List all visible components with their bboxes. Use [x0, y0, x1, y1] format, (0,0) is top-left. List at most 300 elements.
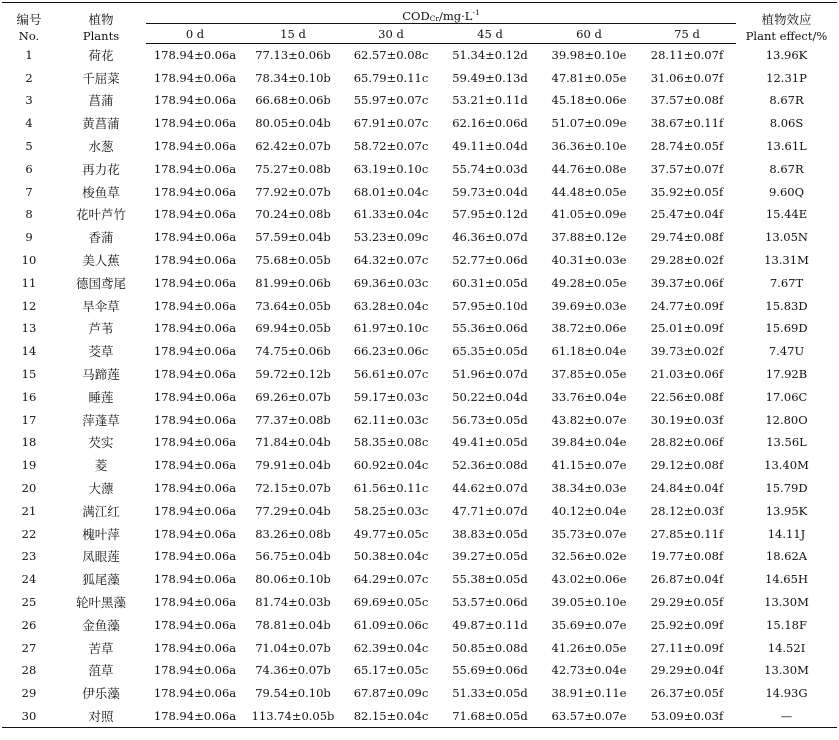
table-row	[2, 135, 837, 158]
cod-day-0: 178.94±0.06a	[153, 298, 237, 313]
cod-day-75: 21.03±0.06f	[650, 367, 724, 382]
cod-day-30: 61.33±0.04c	[353, 207, 429, 222]
row-number: 9	[25, 230, 33, 245]
table-row	[2, 294, 837, 317]
table-row	[2, 180, 837, 203]
cod-day-45: 46.36±0.07d	[452, 230, 528, 245]
row-number: 28	[21, 663, 37, 678]
cod-day-0: 178.94±0.06a	[153, 389, 237, 404]
plant-effect: 8.67R	[769, 161, 804, 176]
cod-day-0: 178.94±0.06a	[153, 139, 237, 154]
cod-day-75: 25.01±0.09f	[650, 321, 724, 336]
cod-day-15: 78.81±0.04b	[255, 617, 331, 632]
cod-day-60: 38.34±0.03e	[551, 481, 627, 496]
number-header-en: No.	[18, 28, 40, 43]
table-row	[2, 636, 837, 659]
table-row	[2, 454, 837, 477]
cod-day-75: 24.84±0.04f	[650, 481, 724, 496]
cod-day-15: 81.99±0.06b	[255, 275, 331, 290]
plant-effect: 13.30M	[764, 595, 809, 610]
cod-day-75: 27.11±0.09f	[650, 640, 724, 655]
cod-day-75: 29.74±0.08f	[650, 230, 724, 245]
cod-day-75: 38.67±0.11f	[650, 116, 724, 131]
cod-day-15: 80.06±0.10b	[255, 572, 331, 587]
cod-day-75: 30.19±0.03f	[650, 412, 724, 427]
cod-day-0: 178.94±0.06a	[153, 230, 237, 245]
cod-day-15: 73.64±0.05b	[255, 298, 331, 313]
cod-day-15: 71.04±0.07b	[255, 640, 331, 655]
table-row	[2, 44, 837, 67]
table-row	[2, 591, 837, 614]
cod-day-15: 75.27±0.08b	[255, 161, 331, 176]
plant-name: 花叶芦竹	[75, 207, 126, 223]
cod-day-45: 55.38±0.05d	[452, 572, 528, 587]
cod-day-0: 178.94±0.06a	[153, 503, 237, 518]
cod-day-15: 74.36±0.07b	[255, 663, 331, 678]
cod-day-45: 50.22±0.04d	[452, 389, 528, 404]
cod-day-75: 28.12±0.03f	[650, 503, 724, 518]
plant-name: 苦草	[88, 640, 114, 656]
row-number: 23	[21, 549, 37, 564]
cod-day-0: 178.94±0.06a	[153, 458, 237, 473]
cod-day-45: 49.87±0.11d	[452, 617, 528, 632]
cod-day-15: 69.26±0.07b	[255, 389, 331, 404]
table-row	[2, 477, 837, 500]
effect-header-cn: 植物效应	[761, 11, 812, 27]
cod-day-60: 40.31±0.03e	[551, 253, 627, 268]
plant-effect: 14.93G	[765, 686, 808, 701]
cod-day-15: 79.54±0.10b	[255, 686, 331, 701]
plant-effect: 14.11J	[767, 526, 806, 541]
plant-effect: —	[736, 705, 837, 728]
cod-day-75: 39.73±0.02f	[650, 344, 724, 359]
cod-day-45: 57.95±0.12d	[452, 207, 528, 222]
cod-day-45: 62.16±0.06d	[452, 116, 528, 131]
cod-day-45: 55.69±0.06d	[452, 663, 528, 678]
cod-day-0: 178.94±0.06a	[153, 526, 237, 541]
cod-day-30: 65.17±0.05c	[353, 663, 429, 678]
plant-header-cn: 植物	[88, 11, 114, 27]
cod-day-60: 38.91±0.11e	[551, 686, 627, 701]
table-row	[2, 431, 837, 454]
cod-day-60: 38.72±0.06e	[551, 321, 627, 336]
plant-name: 茭草	[88, 344, 114, 360]
table-row	[2, 705, 837, 728]
row-number: 4	[25, 116, 33, 131]
cod-day-0: 178.94±0.06a	[153, 367, 237, 382]
row-number: 17	[21, 412, 37, 427]
effect-header-en: Plant effect/%	[745, 28, 828, 43]
cod-day-30: 67.87±0.09c	[353, 686, 429, 701]
cod-day-30: 66.23±0.06c	[353, 344, 429, 359]
cod-day-0: 178.94±0.06a	[153, 663, 237, 678]
cod-day-0: 178.94±0.06a	[153, 481, 237, 496]
row-number: 29	[21, 686, 37, 701]
cod-day-30: 65.79±0.11c	[353, 70, 429, 85]
cod-day-0: 178.94±0.06a	[153, 253, 237, 268]
cod-day-0: 178.94±0.06a	[153, 572, 237, 587]
plant-effect: 7.47U	[768, 344, 805, 359]
cod-day-45: 39.27±0.05d	[452, 549, 528, 564]
plant-name: 再力花	[82, 161, 120, 177]
cod-day-15: 59.72±0.12b	[255, 367, 331, 382]
cod-day-45: 53.57±0.06d	[452, 595, 528, 610]
cod-day-0: 178.94±0.06a	[153, 549, 237, 564]
cod-day-45: 55.36±0.06d	[452, 321, 528, 336]
row-number: 3	[25, 93, 33, 108]
number-header-cn: 编号	[16, 11, 42, 27]
plant-effect: 7.67T	[769, 275, 804, 290]
table-body	[2, 44, 837, 728]
cod-day-60: 44.48±0.05e	[551, 184, 627, 199]
cod-day-15: 69.94±0.05b	[255, 321, 331, 336]
cod-day-60: 44.76±0.08e	[551, 161, 627, 176]
day-header: 45 d	[440, 24, 540, 44]
table-row	[2, 89, 837, 112]
cod-day-30: 68.01±0.04c	[353, 184, 429, 199]
cod-day-0: 178.94±0.06a	[153, 686, 237, 701]
cod-day-15: 79.91±0.04b	[255, 458, 331, 473]
row-number: 16	[21, 389, 37, 404]
plant-effect: 17.06C	[765, 389, 808, 404]
cod-day-30: 53.23±0.09c	[353, 230, 429, 245]
plant-name: 菖蒲	[88, 93, 114, 109]
plant-name: 轮叶黑藻	[75, 595, 126, 611]
cod-subscript: Cr	[429, 14, 440, 23]
row-number: 25	[21, 595, 37, 610]
row-number: 8	[25, 207, 33, 222]
cod-day-15: 71.84±0.04b	[255, 435, 331, 450]
cod-day-60: 39.05±0.10e	[551, 595, 627, 610]
cod-superscript: -1	[472, 8, 480, 17]
cod-day-75: 25.47±0.04f	[650, 207, 724, 222]
plant-name: 马蹄莲	[82, 367, 120, 383]
cod-day-45: 60.31±0.05d	[452, 275, 528, 290]
cod-day-30: 50.38±0.04c	[353, 549, 429, 564]
cod-day-15: 56.75±0.04b	[255, 549, 331, 564]
cod-day-30: 62.39±0.04c	[353, 640, 429, 655]
table-row	[2, 613, 837, 636]
cod-day-75: 37.57±0.08f	[650, 93, 724, 108]
row-number: 18	[21, 435, 37, 450]
table-row	[2, 659, 837, 682]
cod-day-30: 69.69±0.05c	[353, 595, 429, 610]
cod-day-60: 40.12±0.04e	[551, 503, 627, 518]
plant-name: 芡实	[88, 435, 114, 451]
cod-day-75: 28.74±0.05f	[650, 139, 724, 154]
plant-effect: 15.69D	[765, 321, 808, 336]
cod-day-75: 29.29±0.05f	[650, 595, 724, 610]
cod-day-30: 69.36±0.03c	[353, 275, 429, 290]
table-row	[2, 499, 837, 522]
cod-day-0: 178.94±0.06a	[153, 595, 237, 610]
plant-effect: 13.31M	[764, 253, 809, 268]
day-header: 60 d	[540, 24, 638, 44]
cod-day-30: 62.11±0.03c	[353, 412, 429, 427]
cod-day-60: 41.15±0.07e	[551, 458, 627, 473]
plant-name: 德国鸢尾	[75, 275, 126, 291]
cod-day-75: 53.09±0.03f	[638, 705, 736, 728]
cod-day-30: 58.25±0.03c	[353, 503, 429, 518]
plant-name: 狐尾藻	[82, 572, 120, 588]
row-number: 5	[25, 139, 33, 154]
cod-day-45: 55.74±0.03d	[452, 161, 528, 176]
cod-day-30: 62.57±0.08c	[353, 48, 429, 63]
cod-day-45: 51.34±0.12d	[452, 48, 528, 63]
cod-day-15: 77.37±0.08b	[255, 412, 331, 427]
plant-name: 梭鱼草	[82, 184, 120, 200]
day-header: 30 d	[342, 24, 440, 44]
plant-effect: 13.56L	[766, 435, 807, 450]
cod-day-75: 26.37±0.05f	[650, 686, 724, 701]
cod-data-table	[2, 2, 837, 728]
cod-day-60: 61.18±0.04e	[551, 344, 627, 359]
cod-day-60: 47.81±0.05e	[551, 70, 627, 85]
cod-day-60: 43.02±0.06e	[551, 572, 627, 587]
cod-day-15: 77.92±0.07b	[255, 184, 331, 199]
cod-day-45: 52.77±0.06d	[452, 253, 528, 268]
cod-label: COD	[402, 9, 430, 23]
cod-day-60: 41.26±0.05e	[551, 640, 627, 655]
table-row	[2, 522, 837, 545]
plant-effect: 13.95K	[765, 503, 808, 518]
plant-effect: 13.61L	[766, 139, 807, 154]
plant-effect: 13.96K	[765, 47, 808, 62]
cod-day-30: 61.09±0.06c	[353, 617, 429, 632]
cod-day-75: 24.77±0.09f	[650, 298, 724, 313]
cod-day-15: 80.05±0.04b	[255, 116, 331, 131]
cod-group-header	[146, 3, 736, 24]
cod-day-30: 63.19±0.10c	[353, 161, 429, 176]
cod-day-60: 39.84±0.04e	[551, 435, 627, 450]
plant-name: 满江红	[82, 503, 120, 519]
table-row	[2, 568, 837, 591]
number-column-header	[2, 3, 56, 44]
row-number: 1	[25, 47, 33, 62]
row-number: 26	[21, 617, 37, 632]
plant-effect: 15.83D	[765, 298, 808, 313]
cod-day-0: 178.94±0.06a	[153, 93, 237, 108]
table-row	[2, 545, 837, 568]
plant-effect: 14.52I	[767, 640, 806, 655]
cod-day-15: 83.26±0.08b	[255, 526, 331, 541]
cod-day-45: 49.11±0.04d	[452, 139, 528, 154]
cod-day-45: 53.21±0.11d	[452, 93, 528, 108]
plant-name: 对照	[56, 705, 146, 728]
row-number: 10	[21, 253, 37, 268]
cod-day-15: 70.24±0.08b	[255, 207, 331, 222]
cod-day-75: 29.28±0.02f	[650, 253, 724, 268]
table-row	[2, 408, 837, 431]
table-row	[2, 203, 837, 226]
plant-effect: 8.67R	[769, 93, 804, 108]
cod-day-0: 178.94±0.06a	[153, 116, 237, 131]
cod-day-75: 29.29±0.04f	[650, 663, 724, 678]
cod-day-60: 36.36±0.10e	[551, 139, 627, 154]
cod-day-75: 26.87±0.04f	[650, 572, 724, 587]
cod-day-75: 35.92±0.05f	[650, 184, 724, 199]
plant-effect: 13.40M	[764, 458, 809, 473]
cod-day-60: 45.18±0.06e	[551, 93, 627, 108]
cod-day-45: 51.33±0.05d	[452, 686, 528, 701]
table-row	[2, 363, 837, 386]
cod-day-30: 61.97±0.10c	[353, 321, 429, 336]
cod-day-60: 39.98±0.10e	[551, 48, 627, 63]
cod-day-30: 59.17±0.03c	[353, 389, 429, 404]
plant-effect: 14.65H	[765, 572, 808, 587]
cod-day-30: 63.28±0.04c	[353, 298, 429, 313]
cod-day-45: 51.96±0.07d	[452, 367, 528, 382]
cod-day-45: 57.95±0.10d	[452, 298, 528, 313]
day-header: 15 d	[244, 24, 342, 44]
cod-day-60: 43.82±0.07e	[551, 412, 627, 427]
cod-day-60: 41.05±0.09e	[551, 207, 627, 222]
day-header: 0 d	[146, 24, 244, 44]
row-number: 2	[25, 70, 33, 85]
cod-day-30: 61.56±0.11c	[353, 481, 429, 496]
plant-name: 水葱	[88, 139, 114, 155]
cod-day-15: 74.75±0.06b	[255, 344, 331, 359]
plant-effect: 15.79D	[765, 481, 808, 496]
cod-day-30: 82.15±0.04c	[342, 705, 440, 728]
plant-name: 大薸	[88, 481, 114, 497]
cod-day-60: 37.88±0.12e	[551, 230, 627, 245]
table-row	[2, 682, 837, 705]
plant-name: 睡莲	[88, 389, 114, 405]
cod-day-60: 49.28±0.05e	[551, 275, 627, 290]
plant-effect: 17.92B	[765, 367, 808, 382]
cod-day-45: 52.36±0.08d	[452, 458, 528, 473]
cod-day-30: 67.91±0.07c	[353, 116, 429, 131]
effect-column-header	[736, 3, 837, 44]
row-number: 19	[21, 458, 37, 473]
table-row	[2, 66, 837, 89]
cod-day-15: 75.68±0.05b	[255, 253, 331, 268]
cod-day-60: 42.73±0.04e	[551, 663, 627, 678]
cod-day-60: 39.69±0.03e	[551, 298, 627, 313]
cod-day-30: 64.29±0.07c	[353, 572, 429, 587]
cod-day-30: 58.72±0.07c	[353, 139, 429, 154]
cod-day-60: 32.56±0.02e	[551, 549, 627, 564]
table-row	[2, 317, 837, 340]
row-number: 22	[21, 526, 37, 541]
cod-day-30: 56.61±0.07c	[353, 367, 429, 382]
plant-name: 槐叶萍	[82, 526, 120, 542]
cod-day-15: 81.74±0.03b	[255, 595, 331, 610]
cod-unit: /mg·L	[439, 9, 473, 23]
plant-name: 凤眼莲	[82, 549, 120, 565]
row-number: 24	[21, 572, 37, 587]
plant-name: 金鱼藻	[82, 617, 120, 633]
cod-day-75: 25.92±0.09f	[650, 617, 724, 632]
cod-day-30: 55.97±0.07c	[353, 93, 429, 108]
cod-day-45: 49.41±0.05d	[452, 435, 528, 450]
cod-day-75: 19.77±0.08f	[650, 549, 724, 564]
cod-day-30: 64.32±0.07c	[353, 253, 429, 268]
plant-name: 美人蕉	[82, 253, 120, 269]
cod-day-15: 113.74±0.05b	[244, 705, 342, 728]
cod-day-0: 178.94±0.06a	[153, 161, 237, 176]
cod-day-15: 78.34±0.10b	[255, 70, 331, 85]
cod-day-60: 51.07±0.09e	[551, 116, 627, 131]
cod-day-75: 37.57±0.07f	[650, 161, 724, 176]
plant-name: 芦苇	[88, 321, 114, 337]
cod-day-15: 72.15±0.07b	[255, 481, 331, 496]
table-row	[2, 249, 837, 272]
plant-effect: 15.44E	[765, 207, 808, 222]
cod-day-45: 50.85±0.08d	[452, 640, 528, 655]
cod-day-45: 38.83±0.05d	[452, 526, 528, 541]
cod-day-30: 58.35±0.08c	[353, 435, 429, 450]
cod-day-60: 33.76±0.04e	[551, 389, 627, 404]
row-number: 13	[21, 321, 37, 336]
row-number: 14	[21, 344, 37, 359]
table-row	[2, 340, 837, 363]
cod-day-0: 178.94±0.06a	[153, 48, 237, 63]
cod-day-75: 22.56±0.08f	[650, 389, 724, 404]
cod-day-45: 44.62±0.07d	[452, 481, 528, 496]
row-number: 7	[25, 184, 33, 199]
cod-day-60: 35.69±0.07e	[551, 617, 627, 632]
cod-day-15: 57.59±0.04b	[255, 230, 331, 245]
cod-day-45: 56.73±0.05d	[452, 412, 528, 427]
row-number: 12	[21, 298, 37, 313]
cod-day-75: 28.82±0.06f	[650, 435, 724, 450]
row-number: 21	[21, 503, 37, 518]
cod-day-15: 66.68±0.06b	[255, 93, 331, 108]
table-row	[2, 112, 837, 135]
cod-day-75: 29.12±0.08f	[650, 458, 724, 473]
row-number: 11	[21, 275, 37, 290]
cod-day-0: 178.94±0.06a	[153, 344, 237, 359]
plant-name: 菹草	[88, 663, 114, 679]
table-row	[2, 385, 837, 408]
cod-day-0: 178.94±0.06a	[153, 435, 237, 450]
cod-day-45: 65.35±0.05d	[452, 344, 528, 359]
table-row	[2, 157, 837, 180]
cod-day-0: 178.94±0.06a	[153, 321, 237, 336]
plant-effect: 12.31P	[766, 70, 807, 85]
cod-day-15: 62.42±0.07b	[255, 139, 331, 154]
plant-effect: 18.62A	[765, 549, 808, 564]
plant-name: 香蒲	[88, 230, 114, 246]
day-header: 75 d	[638, 24, 736, 44]
cod-day-0: 178.94±0.06a	[153, 412, 237, 427]
plant-name: 黄菖蒲	[82, 116, 120, 132]
cod-day-0: 178.94±0.06a	[153, 275, 237, 290]
plant-header-en: Plants	[82, 28, 120, 43]
plant-effect: 12.80O	[765, 412, 808, 427]
cod-day-30: 60.92±0.04c	[353, 458, 429, 473]
cod-day-75: 31.06±0.07f	[650, 70, 724, 85]
plant-effect: 9.60Q	[768, 184, 805, 199]
plant-effect: 15.18F	[766, 617, 807, 632]
plant-name: 旱伞草	[82, 298, 120, 314]
table-row	[2, 271, 837, 294]
cod-day-15: 77.13±0.06b	[255, 48, 331, 63]
cod-day-60: 63.57±0.07e	[540, 705, 638, 728]
cod-day-0: 178.94±0.06a	[153, 184, 237, 199]
cod-day-30: 49.77±0.05c	[353, 526, 429, 541]
row-number: 20	[21, 481, 37, 496]
row-number: 30	[2, 705, 56, 728]
cod-day-15: 77.29±0.04b	[255, 503, 331, 518]
plant-effect: 13.05N	[765, 230, 808, 245]
cod-day-0: 178.94±0.06a	[153, 207, 237, 222]
plant-name: 千屈菜	[82, 70, 120, 86]
plant-name: 菱	[94, 458, 108, 474]
cod-day-75: 28.11±0.07f	[650, 48, 724, 63]
